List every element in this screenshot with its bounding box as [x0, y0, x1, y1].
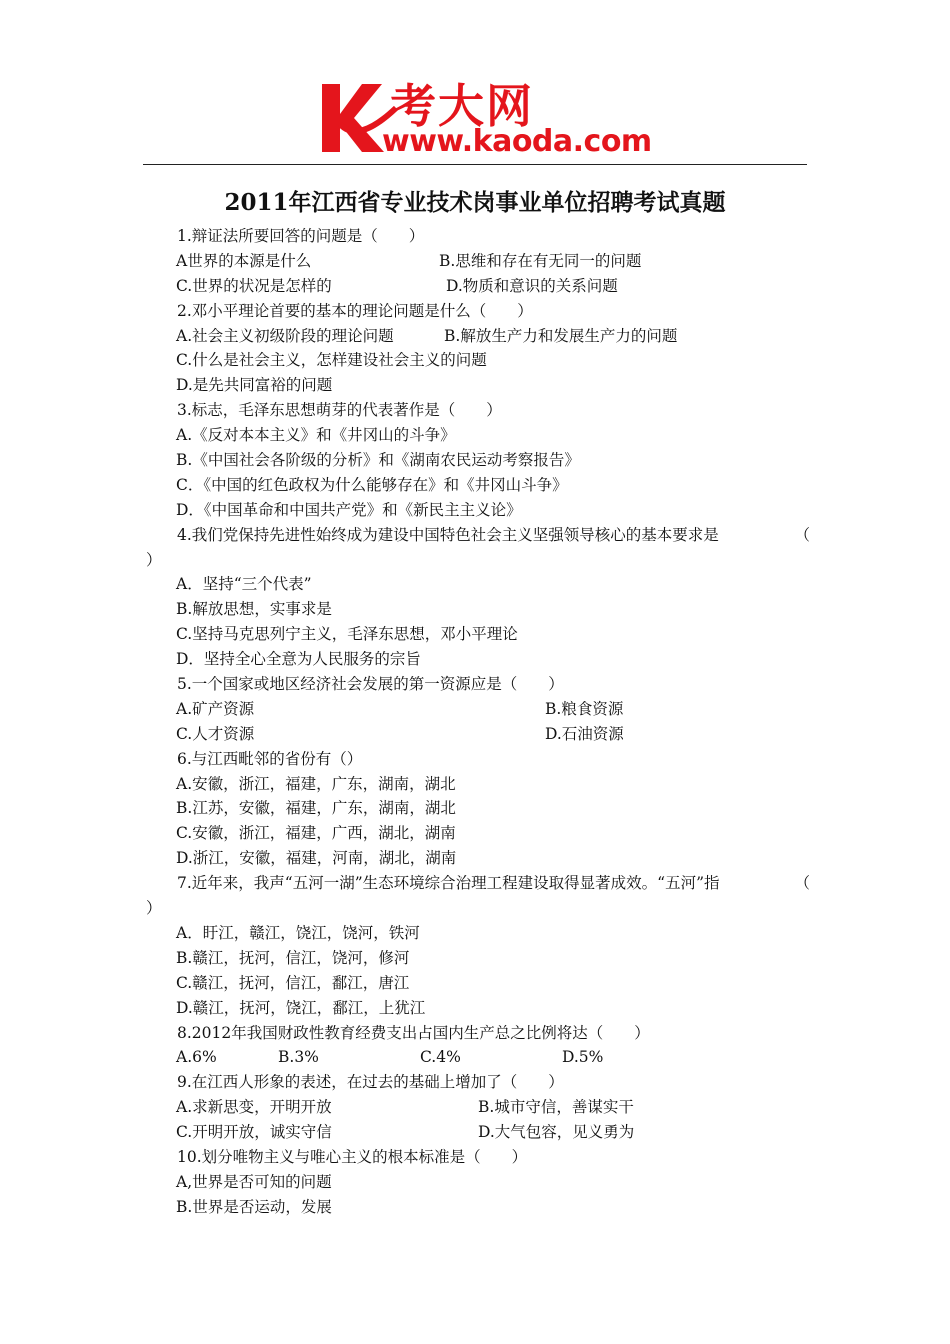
option-a: A,世界是否可知的问题: [176, 1172, 332, 1191]
option-b: B.解放生产力和发展生产力的问题: [444, 326, 678, 345]
option-d: D.浙江，安徽，福建，河南，湖北，湖南: [176, 849, 457, 868]
question-4-text: 4.我们党保持先进性始终成为建设中国特色社会主义坚强领导核心的基本要求是: [177, 525, 719, 544]
question-3: 3.标志，毛泽东思想萌芽的代表著作是（ ）: [177, 401, 502, 420]
option-b: B.城市守信，善谋实干: [478, 1098, 634, 1117]
option-row: [146, 1045, 810, 1070]
question-7: [146, 871, 810, 896]
option-d: D.赣江，抚河，饶江，鄱江，上犹江: [176, 998, 426, 1017]
option-b: B.世界是否运动，发展: [176, 1197, 332, 1216]
question-4-continuation: ）: [146, 550, 162, 569]
option-a: A.求新思变，开明开放: [176, 1098, 332, 1117]
option-row: [146, 697, 810, 722]
option-b: B.思维和存在有无同一的问题: [439, 251, 642, 270]
question-4: [146, 523, 810, 548]
option-d: D.是先共同富裕的问题: [176, 376, 333, 395]
option-c: C.赣江，抚河，信江，鄱江，唐江: [176, 973, 410, 992]
option-b: B.江苏，安徽，福建，广东，湖南，湖北: [176, 799, 456, 818]
option-c: C.4%: [420, 1048, 461, 1067]
option-a: A.矿产资源: [176, 699, 255, 718]
option-b: B.粮食资源: [545, 699, 624, 718]
option-row: [146, 1095, 810, 1120]
option-row: [146, 249, 810, 274]
question-9: 9.在江西人形象的表述，在过去的基础上增加了（ ）: [177, 1073, 564, 1092]
option-c: C.开明开放，诚实守信: [176, 1123, 332, 1142]
option-c: C.坚持马克思列宁主义，毛泽东思想，邓小平理论: [176, 625, 518, 644]
exam-content: [146, 224, 810, 1220]
option-a: A.《反对本本主义》和《井冈山的斗争》: [176, 426, 456, 445]
question-7-text: 7.近年来，我声“五河一湖”生态环境综合治理工程建设取得显著成效。“五河”指: [177, 874, 720, 893]
question-2: 2.邓小平理论首要的基本的理论问题是什么（ ）: [177, 301, 533, 320]
option-c: C.世界的状况是怎样的: [176, 276, 332, 295]
question-6: 6.与江西毗邻的省份有（）: [177, 749, 363, 768]
option-a: A世界的本源是什么: [176, 251, 312, 270]
option-a: A．坚持“三个代表”: [176, 575, 312, 594]
option-d: D.大气包容，见义勇为: [478, 1123, 635, 1142]
option-row: [146, 1120, 810, 1145]
header-divider: [143, 164, 807, 165]
option-b: B.赣江，抚河，信江，饶河，修河: [176, 948, 410, 967]
question-7-paren: （: [794, 874, 810, 893]
option-c: C．《中国的红色政权为什么能够存在》和《井冈山斗争》: [176, 475, 568, 494]
option-row: [146, 274, 810, 299]
option-b: B.3%: [278, 1048, 319, 1067]
option-d: D．坚持全心全意为人民服务的宗旨: [176, 650, 421, 669]
page-title: 2011年江西省专业技术岗事业单位招聘考试真题: [224, 189, 726, 216]
question-1: 1.辩证法所要回答的问题是（ ）: [177, 227, 425, 245]
question-7-continuation: ）: [146, 899, 162, 918]
kaoda-logo: [316, 76, 652, 160]
option-c: C.安徽，浙江，福建，广西，湖北，湖南: [176, 824, 456, 843]
question-8: 8.2012年我国财政性教育经费支出占国内生产总之比例将达（ ）: [177, 1023, 650, 1042]
option-row: [146, 722, 810, 747]
logo-url-text: www.kaoda.com: [382, 124, 652, 159]
option-d: D.石油资源: [545, 724, 624, 743]
option-a: A．盱江，赣江，饶江，饶河，铁河: [176, 923, 420, 942]
option-a: A.社会主义初级阶段的理论问题: [176, 326, 394, 345]
option-b: B.解放思想，实事求是: [176, 600, 332, 619]
option-a: A.6%: [176, 1048, 217, 1067]
option-a: A.安徽，浙江，福建，广东，湖南，湖北: [176, 774, 456, 793]
question-4-paren: （: [794, 525, 810, 544]
option-row: [146, 324, 810, 349]
logo-chinese-text: 考大网: [390, 79, 534, 133]
option-d: D.5%: [562, 1048, 604, 1067]
option-c: C.什么是社会主义，怎样建设社会主义的问题: [176, 351, 487, 370]
option-d: D.物质和意识的关系问题: [446, 276, 618, 295]
option-c: C.人才资源: [176, 724, 255, 743]
question-10: 10.划分唯物主义与唯心主义的根本标准是（ ）: [177, 1147, 528, 1166]
option-b: B.《中国社会各阶级的分析》和《湖南农民运动考察报告》: [176, 451, 580, 470]
question-5: 5.一个国家或地区经济社会发展的第一资源应是（ ）: [177, 675, 564, 694]
option-d: D．《中国革命和中国共产党》和《新民主主义论》: [176, 500, 522, 519]
